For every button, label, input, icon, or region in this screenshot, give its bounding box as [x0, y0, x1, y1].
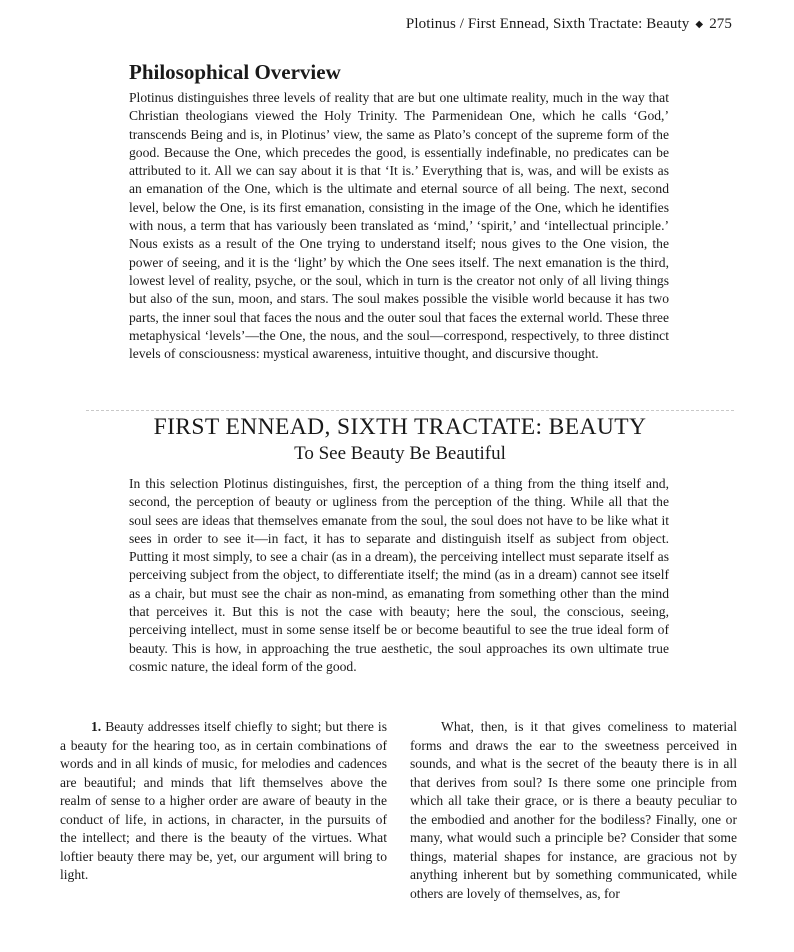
tractate-title: FIRST ENNEAD, SIXTH TRACTATE: BEAUTY	[153, 414, 647, 440]
intro-body: In this selection Plotinus distinguishes, first, the perception of a thing from the thing itself and, second, the perception of beauty or ugliness from the perception of the thing. While all that the soul sees are ideas that themselves emanate from the soul, the soul does not have to be like what it sees in order to see it—in fact, it has to separate and distinguish itself as subject from object. Putting it most simply, to see a chair (as in a dream), the perceiving intellect must separate itself as perceiving subject from the object, to differentiate itself; the mind (as in a dream) cannot see itself as a chair, but must see the chair as non-mind, as emanating from something other than the mind that perceives it. But this is not the case with beauty; here the soul, the conscious, seeing, perceiving intellect, must in some sense itself be or become beautiful to see the true ideal form of beauty. This is how, in approaching the true aesthetic, the soul approaches its own ultimate true cosmic nature, the ideal form of the good.	[129, 476, 669, 674]
left-column-text: Beauty addresses itself chiefly to sight; but there is a beauty for the hearing too, as in certain combinations of words and in all kinds of music, for melodies and cadences are beautiful; and minds that lift themselves above the realm of sense to a higher order are aware of beauty in the conduct of life, in actions, in character, in the pursuits of the intellect; and there is the beauty of the virtues. What loftier beauty there may be, yet, our argument will bring to light.	[60, 719, 387, 882]
overview-body: Plotinus distinguishes three levels of reality that are but one ultimate reality, much in the way that Christian theologians viewed the Holy Trinity. The Parmenidean One, which he calls ‘God,’ transcends Being and is, in Plotinus’ view, the same as Plato’s concept of the supreme form of the good. Because the One, which precedes the good, is essentially indefinable, no predicates can be attributed to it. All we can say about it is that ‘It is.’ Everything that is, was, and will be exists as an emanation of the One, which is the ultimate and eternal source of all being. The next, second level, below the One, is its first emanation, consisting in the image of the One, which he identifies with nous, a term that has variously been translated as ‘mind,’ ‘spirit,’ and ‘intellectual principle.’ Nous exists as a result of the One trying to understand itself; nous gives to the One vision, the power of seeing, and it is the ‘light’ by which the One sees itself. The next emanation is the third, lowest level of reality, psyche, or the soul, which in turn is the creator not only of all living things but also of the sun, moon, and stars. The soul makes possible the visible world because it has two parts, the inner soul that faces the nous and the outer soul that faces the external world. These three metaphysical ‘levels’—the One, the nous, and the soul—correspond, respectively, to three distinct levels of consciousness: mystical awareness, intuitive thought, and discursive thought.	[129, 90, 669, 362]
text-column-left	[60, 718, 387, 885]
page-number: 275	[709, 16, 732, 32]
section-number: 1.	[91, 719, 102, 734]
tractate-subtitle: To See Beauty Be Beautiful	[294, 443, 506, 464]
philosophical-overview	[129, 60, 669, 363]
overview-heading: Philosophical Overview	[129, 60, 341, 84]
running-head-title: First Ennead, Sixth Tractate: Beauty	[467, 16, 690, 32]
text-column-right	[410, 718, 737, 903]
right-column-text: What, then, is it that gives comeliness to material forms and draws the ear to the sweetness perceived in sounds, and what is the secret of the beauty there is in all that derives from soul? Is there some one principle from which all take their grace, or is there a beauty peculiar to the embodied and another for the bodiless? Finally, one or many, what would such a principle be? Consider that some things, material shapes for instance, are gracious not by anything inherent but by something communicated, while others are lovely of themselves, as, for	[410, 719, 737, 901]
diamond-ornament-icon: ◆	[695, 19, 704, 30]
running-head-author: Plotinus /	[405, 16, 465, 32]
running-head	[406, 16, 732, 33]
tractate-introduction	[129, 475, 669, 676]
tractate-header	[120, 414, 680, 465]
paragraph-section-1	[60, 718, 387, 885]
section-divider	[86, 410, 734, 411]
